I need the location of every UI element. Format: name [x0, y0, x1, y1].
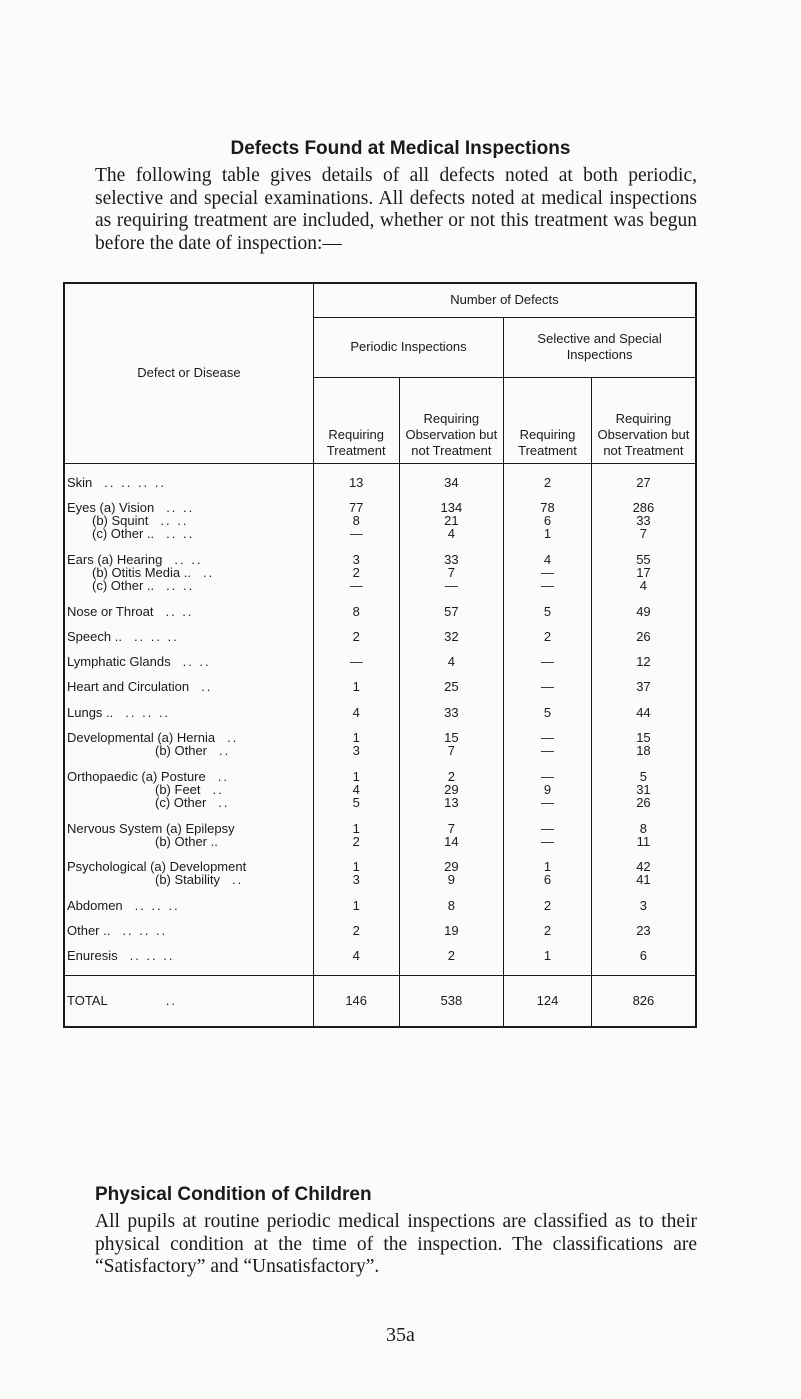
row-label-text: Eyes (a) Vision [67, 499, 155, 515]
row-label-text: Skin [67, 474, 93, 490]
row-label [64, 579, 313, 592]
cell-value: 13 [399, 796, 504, 809]
row-label-text: (c) Other [155, 795, 207, 811]
row-label-text: Nervous System (a) Epilepsy [67, 820, 235, 836]
cell-value: 7 [399, 822, 504, 835]
table-row [64, 630, 696, 643]
row-label-text: (b) Feet [155, 781, 201, 797]
cell-value: 2 [313, 630, 399, 643]
row-label [64, 605, 313, 618]
cell-value: 19 [399, 924, 504, 937]
row-label [64, 553, 313, 566]
row-label [64, 873, 313, 886]
cell-value: — [504, 680, 592, 693]
cell-value: 4 [313, 949, 399, 962]
total-label-text: TOTAL [67, 992, 108, 1008]
cell-value: 3 [313, 553, 399, 566]
cell-value: — [504, 822, 592, 835]
cell-value: 1 [313, 822, 399, 835]
header-periodic-requiring-treatment: Requiring Treatment [313, 377, 399, 463]
cell-value: 7 [399, 744, 504, 757]
leader-dots: .. .. [182, 654, 211, 670]
cell-value: 49 [591, 605, 696, 618]
cell-value: 6 [504, 514, 592, 527]
cell-value: 1 [504, 527, 592, 540]
cell-value: 15 [399, 731, 504, 744]
row-label [64, 860, 313, 873]
row-label-text: Ears (a) Hearing [67, 551, 163, 567]
row-label-text: Lungs .. [67, 704, 114, 720]
cell-value: — [504, 796, 592, 809]
row-label-text: Psychological (a) Development [67, 859, 247, 875]
leader-dots: .. [217, 768, 229, 784]
row-label [64, 514, 313, 527]
cell-value: 13 [313, 476, 399, 489]
cell-value: 21 [399, 514, 504, 527]
row-label [64, 655, 313, 668]
cell-value: 1 [313, 731, 399, 744]
cell-value: 27 [591, 476, 696, 489]
cell-value: 3 [591, 899, 696, 912]
cell-value: 6 [504, 873, 592, 886]
cell-value: 7 [399, 566, 504, 579]
cell-value: 6 [591, 949, 696, 962]
cell-value: 34 [399, 476, 504, 489]
row-label [64, 899, 313, 912]
section-heading-physical-condition: Physical Condition of Children [95, 1184, 372, 1205]
cell-value: 4 [399, 527, 504, 540]
cell-value: 3 [313, 873, 399, 886]
cell-value: 57 [399, 605, 504, 618]
cell-value: 5 [313, 796, 399, 809]
cell-value: 8 [313, 514, 399, 527]
header-periodic-requiring-observation: Requiring Observation but not Treatment [399, 377, 504, 463]
cell-value: 9 [399, 873, 504, 886]
leader-dots: .. .. [166, 578, 195, 594]
cell-value: 29 [399, 783, 504, 796]
cell-value: — [313, 527, 399, 540]
total-value: 146 [313, 975, 399, 1027]
cell-value: 41 [591, 873, 696, 886]
cell-value: 7 [591, 527, 696, 540]
row-label [64, 630, 313, 643]
leader-dots: .. [218, 795, 230, 811]
cell-value: 1 [313, 860, 399, 873]
header-number-of-defects: Number of Defects [313, 283, 696, 317]
table-row [64, 501, 696, 514]
cell-value: 15 [591, 731, 696, 744]
row-label [64, 783, 313, 796]
section-heading-defects: Defects Found at Medical Inspections [230, 138, 571, 159]
leader-dots: .. .. [160, 513, 189, 529]
cell-value: 31 [591, 783, 696, 796]
defects-table [63, 282, 697, 1028]
row-label [64, 796, 313, 809]
page-number: 35a [386, 1324, 415, 1346]
table-row [64, 822, 696, 835]
cell-value: 1 [313, 899, 399, 912]
row-label-text: (b) Otitis Media .. [92, 564, 191, 580]
cell-value: 4 [591, 579, 696, 592]
leader-dots: .. [202, 564, 215, 580]
cell-value: 78 [504, 501, 592, 514]
cell-value: — [504, 566, 592, 579]
physical-condition-paragraph: All pupils at routine periodic medical inspections are classified as to their physical condition at the time of the inspection. The classifications are “Satisfactory” and “Unsatisfactory”. [95, 1211, 697, 1277]
leader-dots: .. .. .. [133, 628, 179, 644]
leader-dots: .. [219, 743, 231, 759]
cell-value: 9 [504, 783, 592, 796]
row-label [64, 680, 313, 693]
leader-dots: .. .. [174, 551, 203, 567]
leader-dots: .. [165, 992, 177, 1008]
table-row [64, 796, 696, 809]
header-defect-or-disease: Defect or Disease [64, 283, 313, 463]
cell-value: 8 [313, 605, 399, 618]
cell-value: — [399, 579, 504, 592]
cell-value: 4 [313, 783, 399, 796]
leader-dots: .. .. [166, 499, 195, 515]
row-label [64, 706, 313, 719]
cell-value: 1 [313, 770, 399, 783]
row-label [64, 835, 313, 848]
row-label-text: Developmental (a) Hernia [67, 730, 216, 746]
leader-dots: .. [227, 730, 239, 746]
row-label-text: Abdomen [67, 897, 123, 913]
total-row [64, 975, 696, 1027]
table-row [64, 873, 696, 886]
cell-value: — [504, 579, 592, 592]
cell-value: 8 [591, 822, 696, 835]
cell-value: — [504, 731, 592, 744]
row-label-text: (b) Other .. [155, 833, 218, 849]
row-label [64, 949, 313, 962]
table-row [64, 706, 696, 719]
cell-value: 33 [591, 514, 696, 527]
cell-value: 37 [591, 680, 696, 693]
total-value: 826 [591, 975, 696, 1027]
cell-value: — [504, 655, 592, 668]
cell-value: 2 [504, 630, 592, 643]
table-row [64, 860, 696, 873]
header-selective-requiring-observation: Requiring Observation but not Treatment [591, 377, 696, 463]
row-label-text: (b) Other [155, 743, 208, 759]
table-row [64, 924, 696, 937]
cell-value: 77 [313, 501, 399, 514]
cell-value: 2 [399, 770, 504, 783]
leader-dots: .. .. [165, 603, 194, 619]
cell-value: 1 [504, 949, 592, 962]
row-label-text: (b) Squint [92, 513, 149, 529]
table-row [64, 744, 696, 757]
row-label [64, 527, 313, 540]
table-row [64, 949, 696, 962]
cell-value: 4 [399, 655, 504, 668]
table-row [64, 770, 696, 783]
cell-value: 11 [591, 835, 696, 848]
row-label [64, 566, 313, 579]
cell-value: 5 [504, 706, 592, 719]
row-label [64, 501, 313, 514]
cell-value: 14 [399, 835, 504, 848]
cell-value: 32 [399, 630, 504, 643]
row-label [64, 770, 313, 783]
cell-value: 55 [591, 553, 696, 566]
header-periodic-inspections: Periodic Inspections [313, 317, 503, 377]
cell-value: 2 [504, 924, 592, 937]
leader-dots: .. .. [166, 526, 195, 542]
table-row [64, 731, 696, 744]
cell-value: 1 [504, 860, 592, 873]
header-selective-special-inspections: Selective and Special Inspections [504, 317, 696, 377]
header-selective-requiring-treatment: Requiring Treatment [504, 377, 592, 463]
table-row [64, 476, 696, 489]
cell-value: 2 [504, 899, 592, 912]
leader-dots: .. [212, 781, 224, 797]
cell-value: 17 [591, 566, 696, 579]
cell-value: 26 [591, 796, 696, 809]
table-row [64, 783, 696, 796]
cell-value: 4 [313, 706, 399, 719]
cell-value: — [504, 770, 592, 783]
table-row [64, 680, 696, 693]
cell-value: 286 [591, 501, 696, 514]
cell-value: 2 [504, 476, 592, 489]
cell-value: 25 [399, 680, 504, 693]
total-value: 538 [399, 975, 504, 1027]
cell-value: 29 [399, 860, 504, 873]
row-label-text: Heart and Circulation [67, 679, 190, 695]
table-row [64, 655, 696, 668]
table-row [64, 579, 696, 592]
cell-value: — [313, 655, 399, 668]
cell-value: 5 [591, 770, 696, 783]
row-label-text: Other .. [67, 923, 111, 939]
table-row [64, 605, 696, 618]
cell-value: 8 [399, 899, 504, 912]
row-label-text: (c) Other .. [92, 526, 155, 542]
defects-table-body [64, 463, 696, 1027]
cell-value: 2 [313, 566, 399, 579]
cell-value: 33 [399, 553, 504, 566]
cell-value: 134 [399, 501, 504, 514]
table-row [64, 514, 696, 527]
cell-value: 44 [591, 706, 696, 719]
row-label-text: Lymphatic Glands [67, 654, 171, 670]
leader-dots: .. .. .. [134, 897, 180, 913]
leader-dots: .. .. .. [129, 948, 175, 964]
cell-value: 33 [399, 706, 504, 719]
cell-value: — [313, 579, 399, 592]
leader-dots: .. .. .. [122, 923, 168, 939]
row-label [64, 731, 313, 744]
leader-dots: .. [201, 679, 213, 695]
row-label [64, 924, 313, 937]
row-label [64, 476, 313, 489]
intro-paragraph: The following table gives details of all defects noted at both periodic, selective and special examinations. All defects noted at medical inspections as requiring treatment are included, whether or not this treatment was begun before the date of inspection:— [95, 165, 697, 254]
cell-value: 3 [313, 744, 399, 757]
row-label [64, 744, 313, 757]
row-label-text: Enuresis [67, 948, 118, 964]
row-label-text: (b) Stability [155, 872, 221, 888]
cell-value: 2 [399, 949, 504, 962]
row-label-text: Orthopaedic (a) Posture [67, 768, 206, 784]
table-row [64, 899, 696, 912]
total-label [64, 975, 313, 1027]
cell-value: — [504, 835, 592, 848]
row-label [64, 822, 313, 835]
table-row [64, 835, 696, 848]
cell-value: 1 [313, 680, 399, 693]
cell-value: 5 [504, 605, 592, 618]
cell-value: 2 [313, 835, 399, 848]
cell-value: 4 [504, 553, 592, 566]
row-label-text: Nose or Throat [67, 603, 154, 619]
leader-dots: .. [232, 872, 244, 888]
cell-value: — [504, 744, 592, 757]
cell-value: 42 [591, 860, 696, 873]
total-value: 124 [504, 975, 592, 1027]
leader-dots: .. .. .. .. [104, 474, 167, 490]
cell-value: 12 [591, 655, 696, 668]
cell-value: 26 [591, 630, 696, 643]
cell-value: 2 [313, 924, 399, 937]
cell-value: 23 [591, 924, 696, 937]
leader-dots: .. .. .. [125, 704, 171, 720]
cell-value: 18 [591, 744, 696, 757]
table-row [64, 553, 696, 566]
row-label-text: Speech .. [67, 628, 122, 644]
row-label-text: (c) Other .. [92, 578, 155, 594]
table-row [64, 527, 696, 540]
table-row [64, 566, 696, 579]
